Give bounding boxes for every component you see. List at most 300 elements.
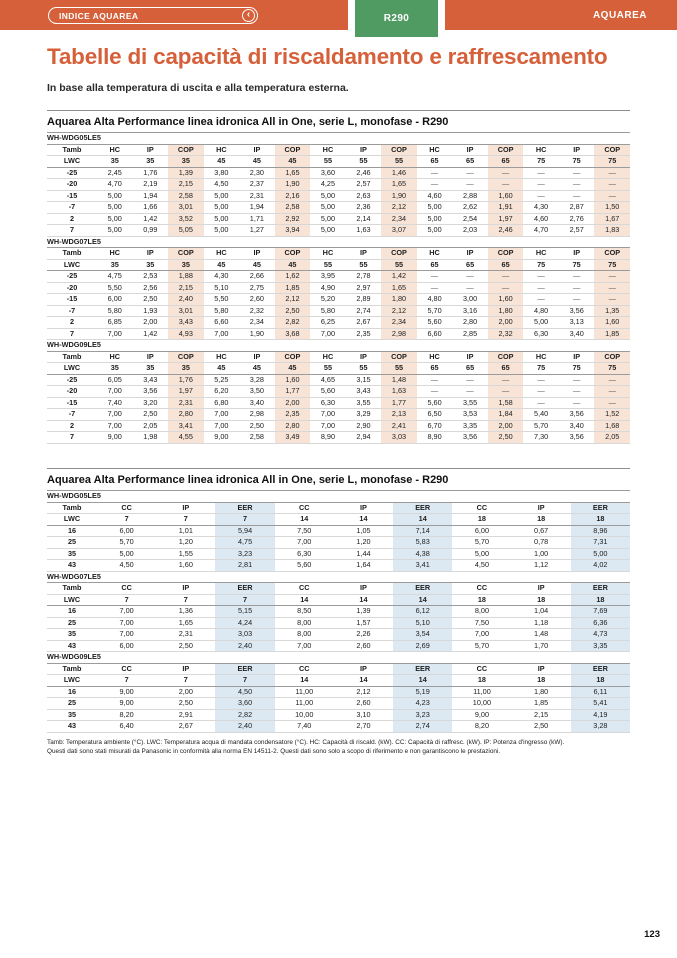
table-cell: 45 (204, 363, 240, 375)
table-cell: 1,52 (594, 409, 630, 421)
table-cell: — (417, 167, 453, 179)
table-cell: 6,36 (571, 617, 630, 629)
table-cell: 3,43 (346, 386, 382, 398)
table-cell: 2,37 (239, 179, 275, 191)
table-cell: 6,60 (417, 328, 453, 340)
metric-header-row (47, 583, 630, 595)
table-cell: 35 (168, 259, 204, 271)
table-cell: 1,39 (334, 606, 393, 618)
table-cell: 2,05 (133, 420, 169, 432)
table-cell: HC (523, 248, 559, 260)
table-cell: 5,00 (310, 190, 346, 202)
data-row (47, 386, 630, 398)
table-cell: 2,12 (381, 202, 417, 214)
table-cell: — (523, 386, 559, 398)
table-cell: — (559, 167, 595, 179)
table-cell: 2,50 (488, 432, 524, 444)
footnotes (47, 739, 630, 756)
table-cell: — (559, 271, 595, 283)
table-cell: 5,80 (310, 305, 346, 317)
table-cell: HC (97, 248, 133, 260)
data-row (47, 432, 630, 444)
table-cell: EER (571, 583, 630, 595)
table-cell: 4,25 (310, 179, 346, 191)
table-cell: 7 (215, 514, 274, 526)
table-cell: 18 (571, 594, 630, 606)
table-cell: — (523, 397, 559, 409)
table-cell: — (417, 282, 453, 294)
metric-header-row (47, 144, 630, 156)
table-cell: -7 (47, 202, 97, 214)
table-cell: EER (393, 502, 452, 514)
table-cell: 4,50 (452, 560, 511, 572)
table-cell: 7,50 (452, 617, 511, 629)
badge-gap-left (348, 0, 355, 37)
table-cell: — (594, 179, 630, 191)
table-cell: 2,19 (133, 179, 169, 191)
data-row (47, 271, 630, 283)
table-cell: 1,36 (156, 606, 215, 618)
table-cell: EER (393, 663, 452, 675)
table-cell: 25 (47, 617, 97, 629)
model-name-row (47, 133, 630, 145)
table-cell: 55 (381, 156, 417, 168)
table-cell: 5,60 (275, 560, 334, 572)
table-cell: IP (559, 248, 595, 260)
table-cell: 18 (512, 514, 571, 526)
table-cell: 2,98 (239, 409, 275, 421)
table-cell: 1,80 (488, 305, 524, 317)
table-cell: EER (571, 663, 630, 675)
data-row (47, 686, 630, 698)
table-cell: 1,05 (334, 525, 393, 537)
table-cell: 4,24 (215, 617, 274, 629)
table-cell: 2,13 (381, 409, 417, 421)
table-cell: 7,00 (204, 328, 240, 340)
table-cell: 5,00 (204, 225, 240, 237)
data-row (47, 397, 630, 409)
table-cell: -25 (47, 374, 97, 386)
table-cell: 8,00 (275, 617, 334, 629)
table-cell: HC (204, 248, 240, 260)
table-cell: 7 (47, 328, 97, 340)
table-cell: 6,00 (97, 525, 156, 537)
footnote-line: Questi dati sono stati misurati da Panasonic in conformità alla norma EN 14511-2. Questi dati sono solo a scopo di riferimento e non garantiscono le prestazioni. (47, 747, 501, 755)
table-cell: 2,60 (239, 294, 275, 306)
table-cell: 2,30 (239, 167, 275, 179)
table-cell: 14 (275, 675, 334, 687)
table-cell: 75 (594, 156, 630, 168)
table-cell: 2,82 (275, 317, 311, 329)
table-cell: 4,65 (310, 374, 346, 386)
table-cell: 6,20 (204, 386, 240, 398)
table-cell: 45 (239, 259, 275, 271)
table-cell: COP (275, 351, 311, 363)
table-cell: 4,60 (417, 190, 453, 202)
table-cell: 3,56 (133, 386, 169, 398)
table-cell: 2 (47, 213, 97, 225)
table-cell: COP (168, 248, 204, 260)
table-cell: 4,50 (204, 179, 240, 191)
table-cell: 1,20 (156, 537, 215, 549)
table-cell: 45 (239, 156, 275, 168)
table-cell: — (488, 374, 524, 386)
table-cell: IP (512, 663, 571, 675)
table-cell: COP (381, 144, 417, 156)
table-cell: 35 (133, 156, 169, 168)
table-cell: IP (452, 248, 488, 260)
table-cell: HC (523, 351, 559, 363)
table-cell: 7,00 (310, 420, 346, 432)
table-cell: 5,50 (204, 294, 240, 306)
table-cell: — (559, 397, 595, 409)
table-cell: 1,68 (594, 420, 630, 432)
table-cell: 2 (47, 420, 97, 432)
table-cell: 7,50 (275, 525, 334, 537)
table-cell: 5,10 (204, 282, 240, 294)
table-cell: 5,00 (97, 225, 133, 237)
table-cell: 4,38 (393, 548, 452, 560)
table-cell: 11,00 (275, 698, 334, 710)
table-cell: 2,94 (346, 432, 382, 444)
table-cell: 55 (346, 363, 382, 375)
table-cell: CC (275, 502, 334, 514)
table-cell: 2,15 (168, 179, 204, 191)
table-cell: 5,15 (215, 606, 274, 618)
data-row (47, 525, 630, 537)
table-cell: 16 (47, 686, 97, 698)
table-cell: 1,63 (346, 225, 382, 237)
table-cell: 7 (97, 514, 156, 526)
aquarea-brand-label: AQUAREA (592, 9, 647, 21)
table-cell: 2,67 (156, 721, 215, 733)
table-cell: CC (452, 663, 511, 675)
data-row (47, 202, 630, 214)
model-name-row (47, 236, 630, 248)
table-cell: 3,28 (239, 374, 275, 386)
table-cell: — (559, 386, 595, 398)
table-cell: 2,76 (559, 213, 595, 225)
table-cell: 1,94 (239, 202, 275, 214)
table-cell: 7 (97, 594, 156, 606)
table-cell: 5,60 (417, 317, 453, 329)
table-cell: — (488, 167, 524, 179)
data-row (47, 629, 630, 641)
table-cell: 7 (97, 675, 156, 687)
table-cell: 2,69 (393, 640, 452, 652)
table-cell: 7,40 (275, 721, 334, 733)
table-cell: 2,00 (488, 317, 524, 329)
table-cell: 18 (571, 514, 630, 526)
table-cell: 4,50 (215, 686, 274, 698)
table-cell: 1,70 (512, 640, 571, 652)
table-cell: 2,00 (133, 317, 169, 329)
lwc-header-row (47, 514, 630, 526)
table-cell: 3,03 (381, 432, 417, 444)
table-cell: 7,00 (97, 617, 156, 629)
table-cell: 3,41 (168, 420, 204, 432)
table-cell: 35 (47, 629, 97, 641)
model-name-row (47, 571, 630, 583)
indice-aquarea-label: INDICE AQUAREA (59, 10, 139, 21)
table-cell: IP (334, 663, 393, 675)
table-cell: 7,00 (97, 606, 156, 618)
table-cell: HC (97, 351, 133, 363)
table-cell: 65 (452, 259, 488, 271)
table-cell: Tamb (47, 583, 97, 595)
data-row (47, 698, 630, 710)
data-row (47, 225, 630, 237)
table-cell: 2,50 (133, 409, 169, 421)
table-cell: 3,16 (452, 305, 488, 317)
table-cell: -15 (47, 294, 97, 306)
table-cell: IP (156, 583, 215, 595)
table-cell: 2,67 (346, 317, 382, 329)
table-cell: 1,65 (275, 167, 311, 179)
table-cell: 2,87 (559, 202, 595, 214)
table-cell: 3,56 (559, 409, 595, 421)
table-cell: 5,40 (523, 409, 559, 421)
table-cell: 1,50 (594, 202, 630, 214)
table-cell: 14 (334, 594, 393, 606)
table-cell: 6,30 (275, 548, 334, 560)
table-cell: 1,58 (488, 397, 524, 409)
table-cell: 2,80 (168, 409, 204, 421)
table-cell: 9,00 (452, 709, 511, 721)
table-cell: — (523, 271, 559, 283)
table-cell: 2,32 (239, 305, 275, 317)
table-cell: 45 (204, 259, 240, 271)
table-cell: 75 (594, 259, 630, 271)
model-name: WH-WDG07LE5 (47, 571, 630, 583)
table-cell: -7 (47, 305, 97, 317)
r290-badge: R290 (355, 0, 438, 37)
table-cell: 3,15 (346, 374, 382, 386)
table-cell: 2,80 (452, 317, 488, 329)
table-cell: 6,00 (97, 640, 156, 652)
table-cell: Tamb (47, 502, 97, 514)
table-cell: 65 (452, 156, 488, 168)
table-cell: — (417, 179, 453, 191)
table-cell: COP (381, 248, 417, 260)
table-cell: 3,80 (204, 167, 240, 179)
table-cell: 5,70 (452, 640, 511, 652)
table-cell: 4,30 (523, 202, 559, 214)
table-cell: 2,50 (156, 698, 215, 710)
table-cell: 7 (156, 514, 215, 526)
table-cell: 2,05 (594, 432, 630, 444)
table-cell: — (559, 190, 595, 202)
table-cell: 5,94 (215, 525, 274, 537)
capacity-table (47, 132, 630, 444)
table-cell: EER (215, 663, 274, 675)
table-cell: 5,00 (310, 202, 346, 214)
table-cell: 2,88 (452, 190, 488, 202)
table-cell: IP (133, 144, 169, 156)
table-cell: 1,55 (156, 548, 215, 560)
table-cell: COP (594, 144, 630, 156)
table-cell: EER (571, 502, 630, 514)
table-cell: 6,70 (417, 420, 453, 432)
table-cell: 75 (559, 259, 595, 271)
table-cell: 45 (239, 363, 275, 375)
metric-header-row (47, 502, 630, 514)
data-row (47, 617, 630, 629)
metric-header-row (47, 663, 630, 675)
table-cell: 3,60 (215, 698, 274, 710)
table-cell: 3,50 (239, 386, 275, 398)
table-cell: 18 (512, 594, 571, 606)
table-cell: 1,98 (133, 432, 169, 444)
table-cell: 1,97 (488, 213, 524, 225)
badge-gap-right (438, 0, 445, 37)
table-cell: 2,16 (275, 190, 311, 202)
table-cell: 1,90 (275, 179, 311, 191)
table-cell: 3,00 (452, 294, 488, 306)
table-cell: HC (310, 351, 346, 363)
table-cell: 2,35 (346, 328, 382, 340)
table-cell: 2,63 (346, 190, 382, 202)
table-cell: 1,65 (381, 282, 417, 294)
table-cell: COP (488, 144, 524, 156)
table-cell: 4,75 (97, 271, 133, 283)
table-cell: IP (559, 144, 595, 156)
table-cell: 7,00 (97, 629, 156, 641)
table-cell: 3,01 (168, 202, 204, 214)
table-cell: COP (275, 144, 311, 156)
table-cell: 2,57 (346, 179, 382, 191)
table-cell: 6,40 (97, 721, 156, 733)
table-cell: 3,55 (346, 397, 382, 409)
table-cell: 14 (393, 675, 452, 687)
table-cell: 1,64 (334, 560, 393, 572)
table-cell: 75 (523, 156, 559, 168)
table-cell: 2,12 (381, 305, 417, 317)
table-cell: IP (133, 351, 169, 363)
table-cell: IP (512, 583, 571, 595)
table-cell: 0,78 (512, 537, 571, 549)
table-cell: 4,70 (97, 179, 133, 191)
table-cell: 14 (334, 675, 393, 687)
table-cell: 6,12 (393, 606, 452, 618)
table-cell: 5,25 (204, 374, 240, 386)
table-cell: -15 (47, 190, 97, 202)
table-cell: 4,80 (523, 305, 559, 317)
data-row (47, 537, 630, 549)
table-cell: 1,90 (239, 328, 275, 340)
table-cell: IP (239, 248, 275, 260)
table-cell: 6,50 (417, 409, 453, 421)
table-cell: COP (168, 351, 204, 363)
table-cell: 2,89 (346, 294, 382, 306)
table-cell: 55 (381, 363, 417, 375)
table-cell: IP (452, 351, 488, 363)
table-cell: 2,26 (334, 629, 393, 641)
table-cell: 4,02 (571, 560, 630, 572)
table-cell: 5,83 (393, 537, 452, 549)
table-cell: 3,40 (559, 420, 595, 432)
table-cell: 1,62 (275, 271, 311, 283)
table-cell: 25 (47, 698, 97, 710)
table-cell: 5,00 (523, 317, 559, 329)
model-name: WH-WDG05LE5 (47, 133, 630, 145)
table-cell: 7,00 (310, 328, 346, 340)
table-cell: 4,19 (571, 709, 630, 721)
table-cell: 45 (275, 259, 311, 271)
table-cell: 3,03 (215, 629, 274, 641)
table-cell: COP (488, 351, 524, 363)
table-cell: 7,31 (571, 537, 630, 549)
table-cell: 7,00 (97, 409, 133, 421)
table-cell: — (594, 294, 630, 306)
table-cell: 1,85 (275, 282, 311, 294)
table-cell: 5,80 (204, 305, 240, 317)
table-cell: 7,00 (275, 537, 334, 549)
table-cell: 1,27 (239, 225, 275, 237)
table-cell: 1,42 (133, 328, 169, 340)
data-row (47, 560, 630, 572)
table-cell: 6,00 (452, 525, 511, 537)
table-cell: 25 (47, 537, 97, 549)
table-cell: 5,60 (417, 397, 453, 409)
table-cell: 1,60 (488, 190, 524, 202)
table-cell: 6,60 (204, 317, 240, 329)
heating-capacity-section (47, 110, 630, 444)
table-cell: 1,44 (334, 548, 393, 560)
table-cell: 1,80 (512, 686, 571, 698)
table-cell: 1,60 (488, 294, 524, 306)
table-cell: 3,35 (452, 420, 488, 432)
table-cell: 4,90 (310, 282, 346, 294)
table-cell: 2,46 (488, 225, 524, 237)
data-row (47, 317, 630, 329)
table-cell: 45 (275, 156, 311, 168)
table-cell: 6,11 (571, 686, 630, 698)
page-subtitle: In base alla temperatura di uscita e alla temperatura esterna. (47, 82, 349, 94)
table-cell: 55 (381, 259, 417, 271)
table-cell: HC (204, 351, 240, 363)
table-cell: CC (97, 583, 156, 595)
data-row (47, 409, 630, 421)
table-cell: CC (452, 583, 511, 595)
table-cell: — (417, 386, 453, 398)
data-row (47, 179, 630, 191)
chevron-left-icon[interactable]: ‹ (242, 9, 255, 22)
table-cell: COP (488, 248, 524, 260)
table-cell: 1,12 (512, 560, 571, 572)
table-cell: 2,53 (133, 271, 169, 283)
table-cell: 5,00 (97, 190, 133, 202)
table-cell: 2,50 (275, 305, 311, 317)
table-cell: 9,00 (204, 432, 240, 444)
table-cell: 2,45 (97, 167, 133, 179)
table-cell: 3,43 (168, 317, 204, 329)
table-cell: 2,66 (239, 271, 275, 283)
table-cell: 8,00 (452, 606, 511, 618)
table-cell: 7 (47, 225, 97, 237)
indice-aquarea-button[interactable] (48, 7, 258, 24)
table-cell: 1,76 (168, 374, 204, 386)
table-cell: 3,60 (310, 167, 346, 179)
table-cell: 65 (417, 363, 453, 375)
model-name-row (47, 652, 630, 664)
table-cell: 2,81 (215, 560, 274, 572)
table-cell: — (488, 271, 524, 283)
table-cell: 7 (47, 432, 97, 444)
table-cell: HC (417, 248, 453, 260)
table-cell: 0,99 (133, 225, 169, 237)
table-cell: 2,32 (488, 328, 524, 340)
